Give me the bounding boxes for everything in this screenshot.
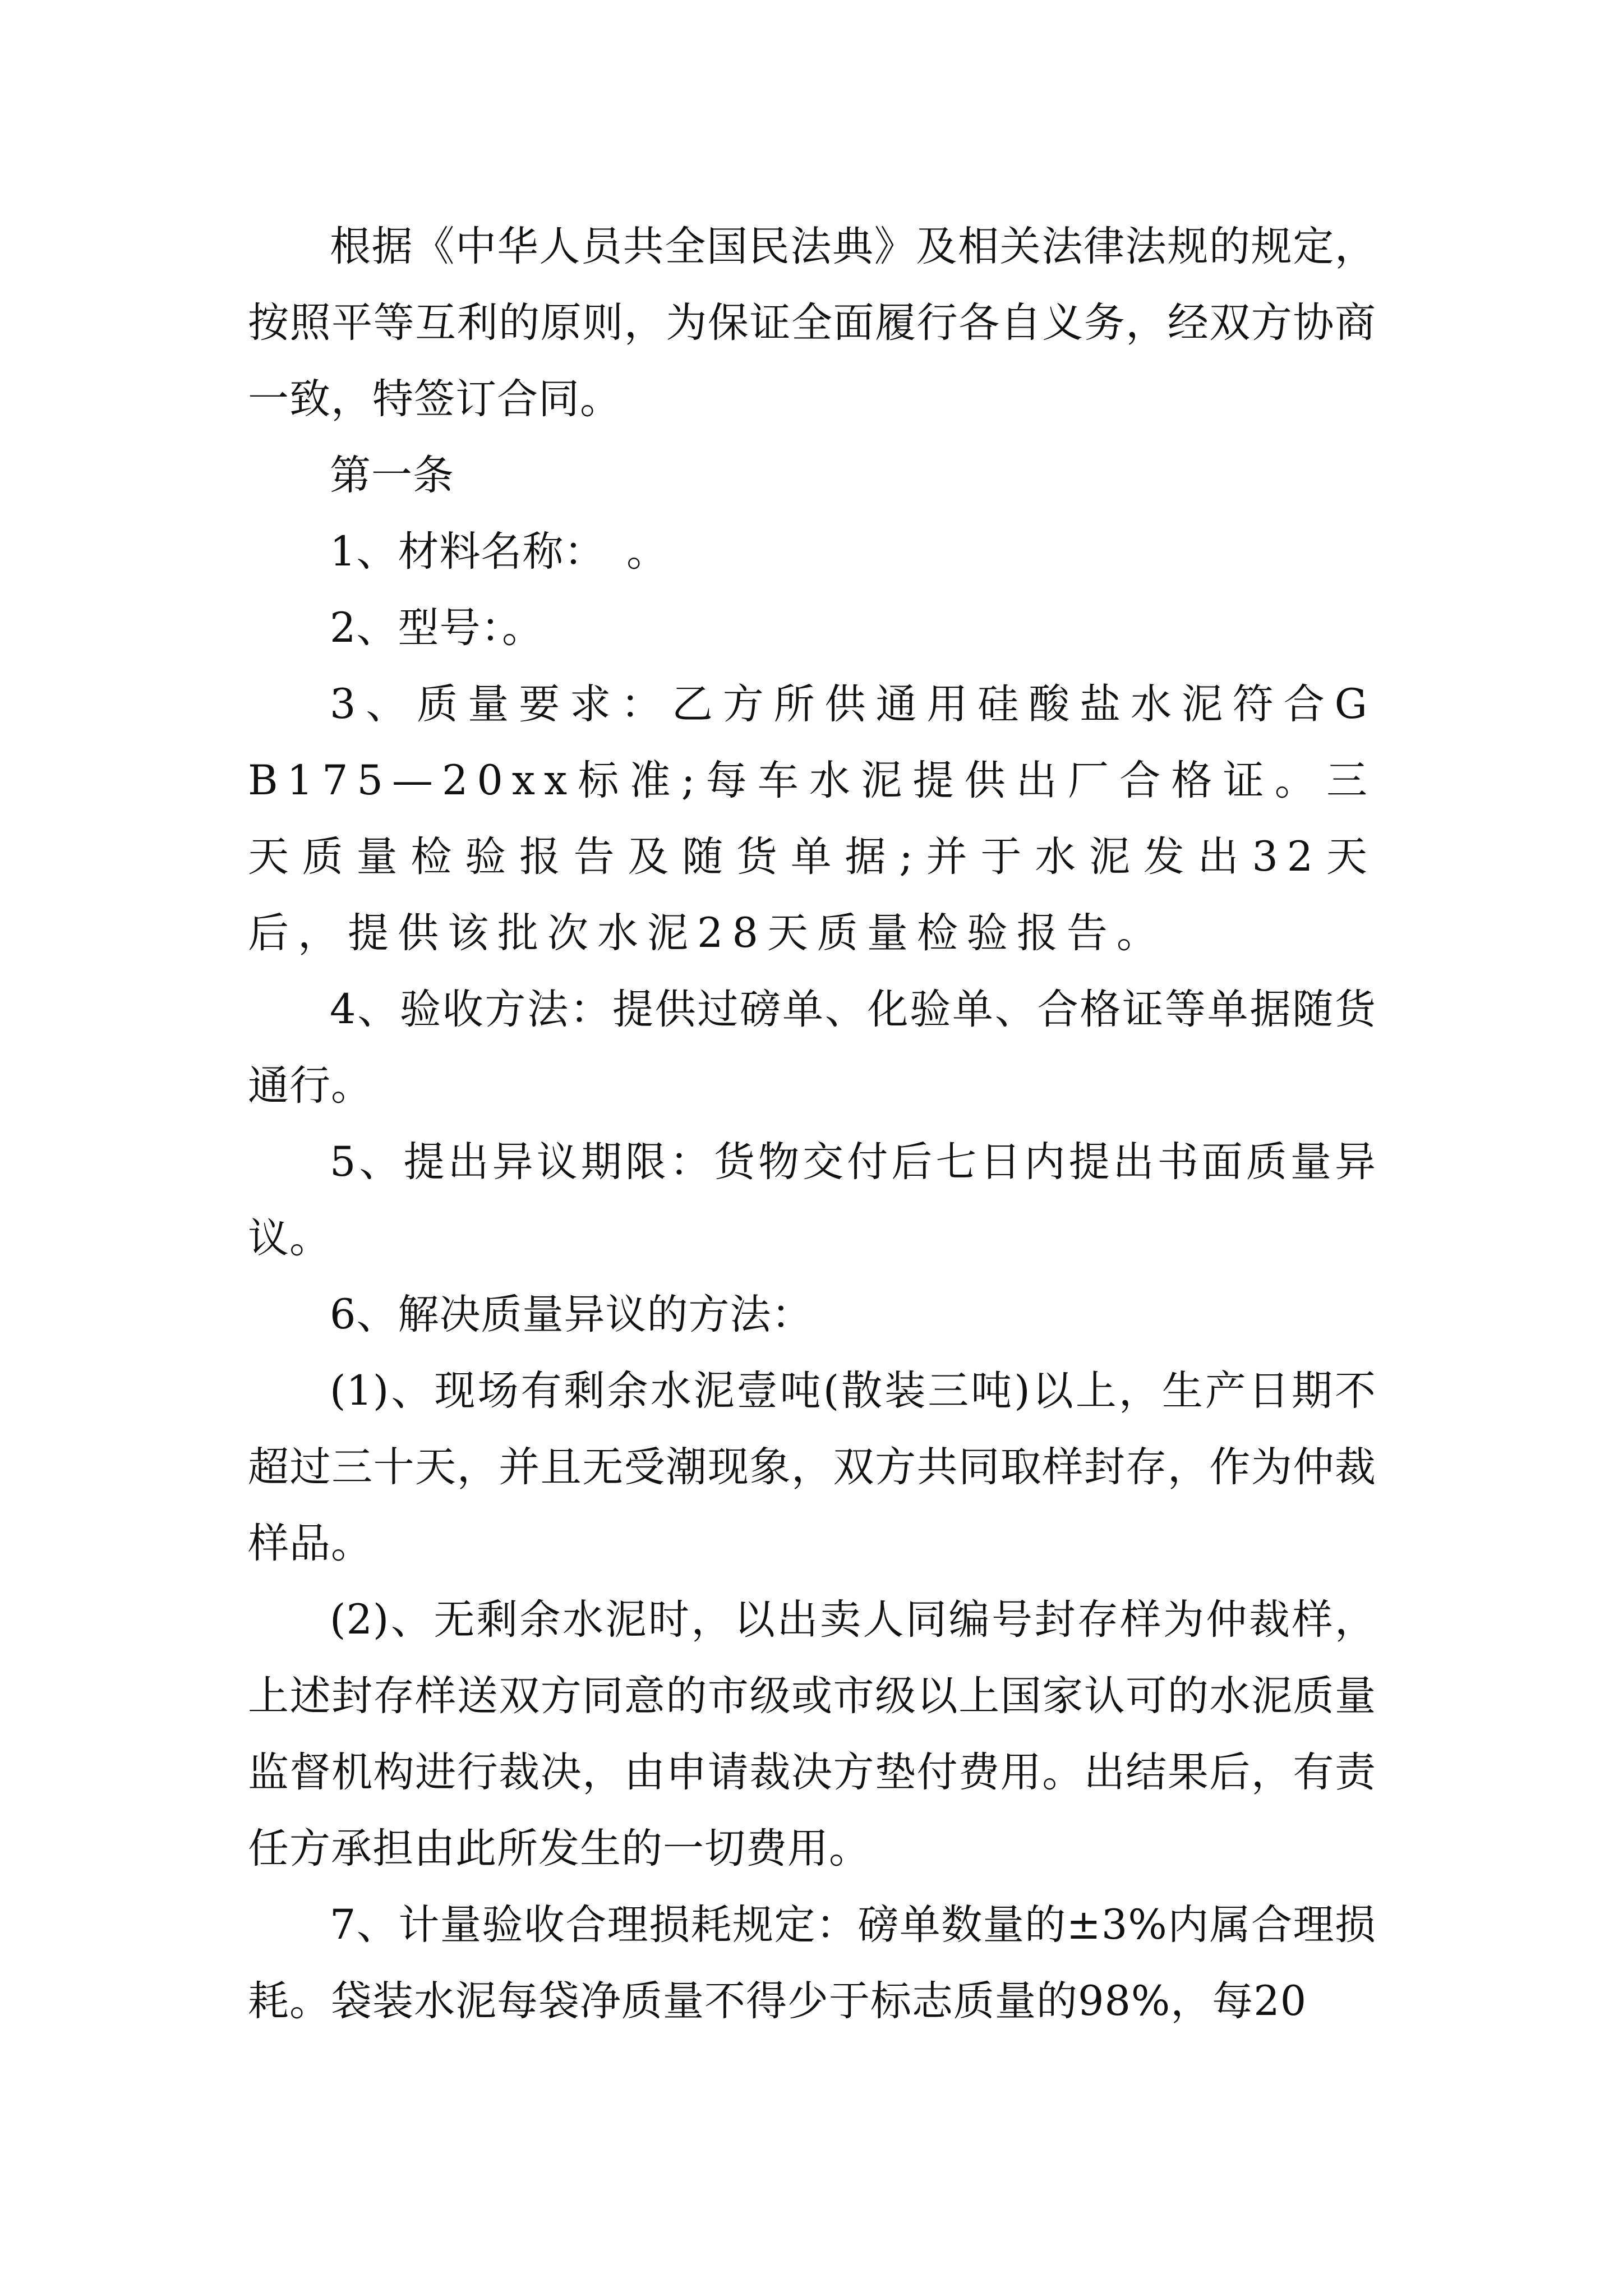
clause-acceptance-method: 4、验收方法：提供过磅单、化验单、合格证等单据随货通行。 [248, 986, 1376, 1110]
clause-objection-period: 5、提出异议期限：货物交付后七日内提出书面质量异议。 [248, 1138, 1376, 1262]
clause-material-name: 1、材料名称： 。 [330, 528, 668, 576]
clause-model: 2、型号：。 [330, 604, 543, 652]
clause-measurement-loss: 7、计量验收合理损耗规定：磅单数量的±3%内属合理损耗。袋装水泥每袋净质量不得少于标志质量的98%，每20 [248, 1901, 1376, 2025]
document-body [248, 209, 1376, 2040]
subclause-remaining-cement: (1)、现场有剩余水泥壹吨(散装三吨)以上，生产日期不超过三十天，并且无受潮现象，双方共同取样封存，作为仲裁样品。 [248, 1367, 1376, 1567]
clause-dispute-method: 6、解决质量异议的方法： [330, 1291, 813, 1338]
preamble-paragraph: 根据《中华人员共全国民法典》及相关法律法规的规定，按照平等互利的原则，为保证全面履行各自义务，经双方协商一致，特签订合同。 [248, 223, 1376, 423]
subclause-no-remaining-cement: (2)、无剩余水泥时，以出卖人同编号封存样为仲裁样，上述封存样送双方同意的市级或市级以上国家认可的水泥质量监督机构进行裁决，由申请裁决方垫付费用。出结果后，有责任方承担由此所发生的一切费用。 [248, 1596, 1376, 1872]
clause-quality-requirements: 3、质量要求：乙方所供通用硅酸盐水泥符合GB175—20xx标准;每车水泥提供出厂合格证。三天质量检验报告及随货单据;并于水泥发出32天后，提供该批次水泥28天质量检验报告。 [248, 680, 1376, 957]
article-heading: 第一条 [330, 452, 454, 499]
